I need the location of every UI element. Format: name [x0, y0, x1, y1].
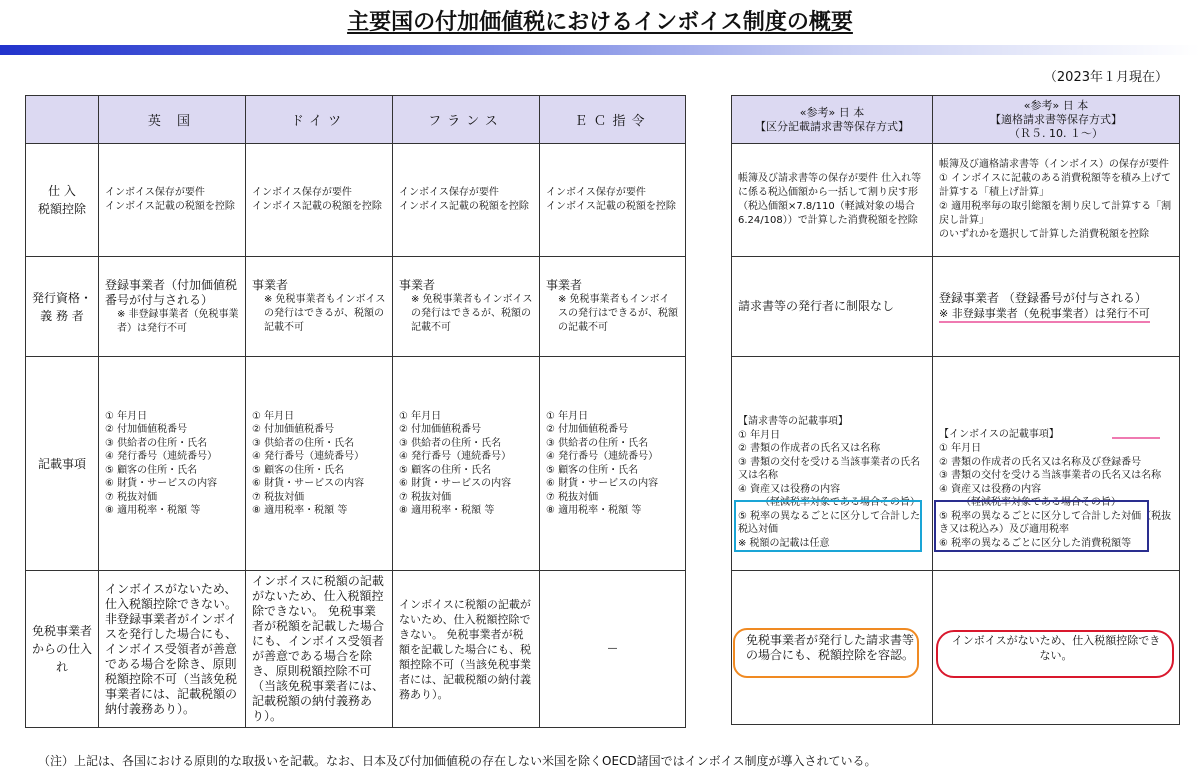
as-of-date: （2023年１月現在）	[1043, 70, 1168, 85]
issuer-japan-invoice: 登録事業者 （登録番号が付与される） ※ 非登録事業者（免税事業者）は発行不可	[933, 257, 1180, 357]
items-japan-invoice: 【インボイスの記載事項】 ① 年月日 ② 書類の作成者の氏名又は名称及び登録番号 ③ 書類の交付を受ける当該事業者の氏名又は名称 ④ 資産又は役務の内容 （軽減税率対象である場合その旨） ⑤ 税率の異なるごとに区分して合計した対価（税抜き又は税込み）及び適用税率 ⑥ 税率の異なるごとに区分した消費税額等	[933, 357, 1180, 571]
items-list-ec: ① 年月日 ② 付加価値税番号 ③ 供給者の住所・氏名 ④ 発行番号（連続番号） ⑤ 顧客の住所・氏名 ⑥ 財貨・サービスの内容 ⑦ 税抜対価 ⑧ 適用税率・税額 等	[546, 410, 659, 516]
exempt-germany: インボイスに税額の記載がないため、仕入税額控除できない。 免税事業者が税額を記載した場合にも、インボイス受領者が善意である場合を除き、原則税額控除不可（当該免税事業者には、記載税額の納付義務あり）。	[246, 571, 393, 728]
issuer-france: 事業者 ※ 免税事業者もインボイスの発行はできるが、税額の記載不可	[393, 257, 540, 357]
items-germany	[246, 357, 393, 571]
header-empty	[26, 96, 99, 144]
items-list-japan-current: ① 年月日 ② 書類の作成者の氏名又は名称 ③ 書類の交付を受ける当該事業者の氏名又は名称 ④ 資産又は役務の内容 （軽減税率対象である場合その旨） ⑤ 税率の異なるごとに区分して合計した税込対価 ※ 税額の記載は任意	[738, 429, 921, 549]
items-japan-current: 【請求書等の記載事項】 ① 年月日 ② 書類の作成者の氏名又は名称 ③ 書類の交付を受ける当該事業者の氏名又は名称 ④ 資産又は役務の内容 （軽減税率対象である場合その旨） ⑤ 税率の異なるごとに区分して合計した税込対価 ※ 税額の記載は任意	[732, 357, 933, 571]
exempt-uk: インボイスがないため、仕入税額控除できない。 非登録事業者がインボイスを発行した場合にも、インボイス受領者が善意である場合を除き、原則税額控除不可（当該免税事業者には、記載税額の納付義務あり）。	[99, 571, 246, 728]
credit-japan-invoice: 帳簿及び適格請求書等（インボイス）の保存が要件 ① インボイスに記載のある消費税額等を積み上げて計算する「積上げ計算」 ② 適用税率毎の取引総額を割り戻して計算する「割戻し計算」 のいずれかを選択して計算した消費税額を控除	[933, 144, 1180, 257]
row-label-issuer: 発行資格・ 義 務 者	[26, 257, 99, 357]
credit-ec: インボイス保存が要件 インボイス記載の税額を控除	[540, 144, 686, 257]
credit-japan-current: 帳簿及び請求書等の保存が要件 仕入れ等に係る税込価額から一括して割り戻す形（税込価額×7.8/110（軽減対象の場合6.24/108））で計算した消費税額を控除	[732, 144, 933, 257]
highlight-underline-registration-number	[1112, 437, 1160, 439]
items-list-germany: ① 年月日 ② 付加価値税番号 ③ 供給者の住所・氏名 ④ 発行番号（連続番号） ⑤ 顧客の住所・氏名 ⑥ 財貨・サービスの内容 ⑦ 税抜対価 ⑧ 適用税率・税額 等	[252, 410, 365, 516]
credit-france: インボイス保存が要件 インボイス記載の税額を控除	[393, 144, 540, 257]
row-label-exempt: 免税事業者 からの仕入れ	[26, 571, 99, 728]
row-label-credit: 仕 入 税額控除	[26, 144, 99, 257]
items-list-uk: ① 年月日 ② 付加価値税番号 ③ 供給者の住所・氏名 ④ 発行番号（連続番号） ⑤ 顧客の住所・氏名 ⑥ 財貨・サービスの内容 ⑦ 税抜対価 ⑧ 適用税率・税額 等	[105, 410, 218, 516]
items-uk	[99, 357, 246, 571]
title-gradient-bar	[0, 45, 1200, 55]
header-germany: ドイツ	[246, 96, 393, 144]
highlight-box-tax-inclusive	[734, 500, 922, 552]
highlight-box-exempt-denied	[936, 630, 1174, 678]
items-list-france: ① 年月日 ② 付加価値税番号 ③ 供給者の住所・氏名 ④ 発行番号（連続番号） ⑤ 顧客の住所・氏名 ⑥ 財貨・サービスの内容 ⑦ 税抜対価 ⑧ 適用税率・税額 等	[399, 410, 512, 516]
header-france: フランス	[393, 96, 540, 144]
page-title: 主要国の付加価値税におけるインボイス制度の概要	[347, 10, 853, 35]
highlight-box-exempt-allowed	[733, 628, 919, 678]
eu-comparison-table	[25, 95, 686, 728]
exempt-japan-current: 免税事業者が発行した請求書等の場合にも、税額控除を容認。	[732, 571, 933, 725]
header-ec-directive: ＥＣ指令	[540, 96, 686, 144]
exempt-france: インボイスに税額の記載がないため、仕入税額控除できない。 免税事業者が税額を記載した場合にも、税額控除不可（当該免税事業者には、記載税額の納付義務あり）。	[393, 571, 540, 728]
non-registered-note: ※ 非登録事業者（免税事業者）は発行不可	[939, 306, 1150, 323]
exempt-ec: —	[540, 571, 686, 728]
header-japan-invoice: «参考» 日 本 【適格請求書等保存方式】 （Ｒ５. 10. １～）	[933, 96, 1180, 144]
issuer-uk: 登録事業者（付加価値税番号が付与される） ※ 非登録事業者（免税事業者）は発行不可	[99, 257, 246, 357]
credit-uk: インボイス保存が要件 インボイス記載の税額を控除	[99, 144, 246, 257]
issuer-germany: 事業者 ※ 免税事業者もインボイスの発行はできるが、税額の記載不可	[246, 257, 393, 357]
issuer-ec: 事業者 ※ 免税事業者もインボイスの発行はできるが、税額の記載不可	[540, 257, 686, 357]
credit-germany: インボイス保存が要件 インボイス記載の税額を控除	[246, 144, 393, 257]
highlight-box-tax-rate	[934, 500, 1149, 552]
issuer-japan-current: 請求書等の発行者に制限なし	[732, 257, 933, 357]
items-france	[393, 357, 540, 571]
items-ec	[540, 357, 686, 571]
header-uk: 英 国	[99, 96, 246, 144]
row-label-items: 記載事項	[26, 357, 99, 571]
footnote: （注）上記は、各国における原則的な取扱いを記載。なお、日本及び付加価値税の存在しない米国を除くOECD諸国ではインボイス制度が導入されている。	[38, 754, 877, 768]
items-list-japan-invoice: ① 年月日 ② 書類の作成者の氏名又は名称及び登録番号 ③ 書類の交付を受ける当該事業者の氏名又は名称 ④ 資産又は役務の内容 （軽減税率対象である場合その旨） ⑤ 税率の異なるごとに区分して合計した対価（税抜き又は税込み）及び適用税率 ⑥ 税率の異なるごとに区分した消費税額等	[939, 443, 1172, 549]
header-japan-current: «参考» 日 本 【区分記載請求書等保存方式】	[732, 96, 933, 144]
exempt-japan-invoice: インボイスがないため、仕入税額控除できない。	[933, 571, 1180, 725]
